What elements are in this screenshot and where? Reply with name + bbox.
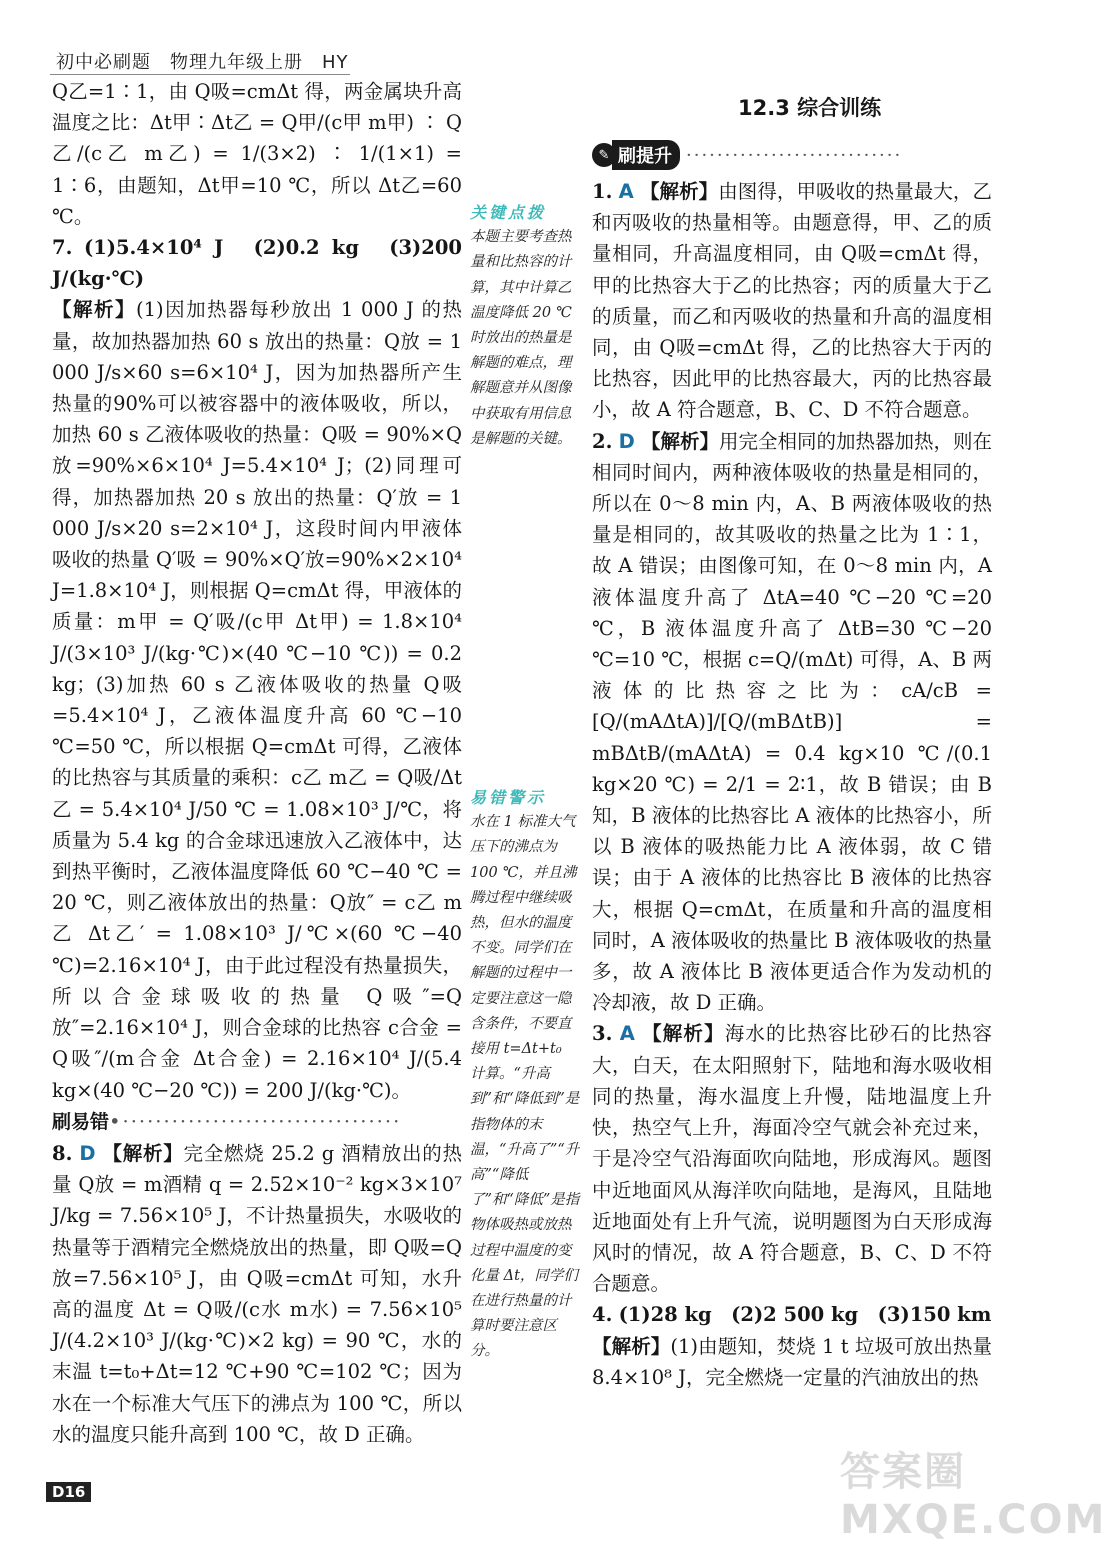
q8-answer: D [79,1141,96,1165]
left-column [52,76,462,1450]
side-note-warning-text: 水在 1 标准大气压下的沸点为 100 ℃，并且沸腾过程中继续吸热，但水的温度不变。同学们在解题的过程中一定要注意这一隐含条件，不要直接用 t=Δt+t₀ 计算。“升高到”和“降低到”是指物体的末温，“升高了”“升高”“降低了”和“降低”是指物体吸热或放热过程中温度的变化量 Δt，同学们在进行热量的计算时要注意区分。 [470,814,580,1360]
side-note-key-point [470,200,580,452]
badge-dots: ···························· [686,144,903,166]
q1-analysis-label: 【解析】 [639,180,719,203]
q7-answer: (1)5.4×10⁴ J (2)0.2 kg (3)200 J/(kg·℃) [52,236,462,291]
q2-analysis-text: 用完全相同的加热器加热，则在相同时间内，两种液体吸收的热量是相同的，所以在 0～8 min 内，A、B 两液体吸收的热量是相同的，故其吸收的热量之比为 1∶1，故 A 错误；由图像可知，在 0～8 min 内，A 液体温度升高了 ΔtA=40 ℃−20 ℃=20 ℃，B 液体温度升高了 ΔtB=30 ℃−20 ℃=10 ℃，根据 c=Q/(mΔt) 可得，A、B 两液体的比热容之比为：cA/cB = [Q/(mAΔtA)]/[Q/(mBΔtB)] = mBΔtB/(mAΔtA) = 0.4 kg×10 ℃/(0.1 kg×20 ℃) = 2/1 = 2∶1，故 B 错误；由 B 知，B 液体的比热容比 A 液体的比热容小，所以 B 液体的吸热能力比 A 液体弱，故 C 错误；由于 A 液体的比热容比 B 液体的比热容大，根据 Q=cmΔt，在质量和升高的温度相同时，A 液体吸收的热量比 B 液体吸收的热量多，故 A 液体比 B 液体更适合作为发动机的冷却液，故 D 正确。 [592,429,992,1015]
q8 [52,1138,462,1450]
q4 [592,1299,992,1393]
q3-analysis-text: 海水的比热容比砂石的比热容大，白天，在太阳照射下，陆地和海水吸收相同的热量，海水温度上升慢，陆地温度上升快，热空气上升，海面冷空气就会补充过来，于是冷空气沿海面吹向陆地，形成海风。题图中近地面风从海洋吹向陆地，是海风，且陆地近地面处有上升气流，说明题图为白天形成海风时的情况，故 A 符合题意，B、C、D 不符合题意。 [592,1022,992,1296]
side-note-key-point-text: 本题主要考查热量和比热容的计算，其中计算乙温度降低 20 ℃ 时放出的热量是解题的难点，理解题意并从图像中获取有用信息是解题的关键。 [470,229,572,447]
q1-analysis-text: 由图得，甲吸收的热量最大，乙和丙吸收的热量相等。由题意得，甲、乙的质量相同，升高温度相同，由 Q吸=cmΔt 得，甲的比热容大于乙的比热容；丙的质量大于乙的质量，而乙和丙吸收的热量和升高的温度相同，由 Q吸=cmΔt 得，乙的比热容大于丙的比热容，因此甲的比热容最大，丙的比热容最小，故 A 符合题意，B、C、D 不符合题意。 [592,180,992,422]
q2-analysis-label: 【解析】 [640,429,719,453]
q4-answer: (1)28 kg (2)2 500 kg (3)150 km [618,1303,992,1327]
q2 [592,426,992,1019]
side-note-warning [470,785,580,1365]
q3-answer: A [619,1022,635,1046]
q2-number: 2. [592,429,613,453]
q1 [592,176,992,426]
q8-analysis-label: 【解析】 [102,1141,184,1165]
q7 [52,232,462,1106]
q4-number: 4. [592,1303,613,1327]
q1-number: 1. [592,180,613,203]
q3-number: 3. [592,1022,613,1046]
q7-number: 7. [52,236,73,260]
q3 [592,1018,992,1299]
right-column [592,176,992,1393]
badge-label: 刷提升 [612,140,680,170]
badge-shua-tisheng [592,140,902,170]
q4-analysis-text: (1)由题知，焚烧 1 t 垃圾可放出热量 8.4×10⁸ J，完全燃烧一定量的汽油放出的热 [592,1334,992,1389]
page-number: D16 [46,1482,91,1502]
q4-analysis-label: 【解析】 [592,1334,671,1358]
section-header-yicuo [52,1106,462,1138]
q8-analysis-text: 完全燃烧 25.2 g 酒精放出的热量 Q放 = m酒精 q = 2.52×10⁻² kg×3×10⁷ J/kg = 7.56×10⁵ J，不计热量损失，水吸收的热量等于酒精完全燃烧放出的热量，即 Q吸=Q放=7.56×10⁵ J，由 Q吸=cmΔt 可知，水升高的温度 Δt = Q吸/(c水 m水) = 7.56×10⁵ J/(4.2×10³ J/(kg·℃)×2 kg) = 90 ℃，水的末温 t=t₀+Δt=12 ℃+90 ℃=102 ℃；因为水在一个标准大气压下的沸点为 100 ℃，所以水的温度只能升高到 100 ℃，故 D 正确。 [52,1141,462,1446]
section-label-yicuo: 刷易错 [52,1110,110,1133]
q7-analysis-text: (1)因加热器每秒放出 1 000 J 的热量，故加热器加热 60 s 放出的热量：Q放 = 1 000 J/s×60 s=6×10⁴ J，因为加热器所产生热量的90%可以被容器中的液体吸收，所以，加热 60 s 乙液体吸收的热量：Q吸 = 90%×Q放=90%×6×10⁴ J=5.4×10⁴ J；(2)同理可得，加热器加热 20 s 放出的热量：Q′放 = 1 000 J/s×20 s=2×10⁴ J，这段时间内甲液体吸收的热量 Q′吸 = 90%×Q′放=90%×2×10⁴ J=1.8×10⁴ J，则根据 Q=cmΔt 得，甲液体的质量：m甲 = Q′吸/(c甲 Δt甲) = 1.8×10⁴ J/(3×10³ J/(kg·℃)×(40 ℃−10 ℃)) = 0.2 kg；(3)加热 60 s 乙液体吸收的热量 Q吸=5.4×10⁴ J，乙液体温度升高 60 ℃−10 ℃=50 ℃，所以根据 Q=cmΔt 可得，乙液体的比热容与其质量的乘积：c乙 m乙 = Q吸/Δt乙 = 5.4×10⁴ J/50 ℃ = 1.08×10³ J/℃，将质量为 5.4 kg 的合金球迅速放入乙液体中，达到热平衡时，乙液体温度降低 60 ℃−40 ℃ = 20 ℃，则乙液体放出的热量：Q放″ = c乙 m乙 Δt乙′ = 1.08×10³ J/℃×(60 ℃−40 ℃)=2.16×10⁴ J，由于此过程没有热量损失，所以合金球吸收的热量 Q吸″=Q放″=2.16×10⁴ J，则合金球的比热容 c合金 = Q吸″/(m合金 Δt合金) = 2.16×10⁴ J/(5.4 kg×(40 ℃−20 ℃)) = 200 J/(kg·℃)。 [52,298,462,1102]
q8-number: 8. [52,1141,73,1165]
section-title: 12.3 综合训练 [738,96,882,120]
q2-answer: D [618,429,635,453]
watermark-logo: 答案圈 MXQE.COM [840,1449,1106,1543]
section-dots: •·································· [109,1109,402,1133]
q1-answer: A [618,180,634,203]
q3-analysis-label: 【解析】 [642,1022,725,1046]
q6-continuation: Q乙=1∶1，由 Q吸=cmΔt 得，两金属块升高温度之比：Δt甲∶Δt乙 = Q甲/(c甲 m甲) ∶ Q乙/(c乙 m乙) = 1/(3×2) ∶ 1/(1×1) = 1∶6，由题知，Δt甲=10 ℃，所以 Δt乙=60 ℃。 [52,80,462,228]
pencil-icon: ✎ [592,143,616,167]
side-note-warning-title: 易错警示 [470,788,547,807]
side-note-key-point-title: 关键点拨 [470,203,547,222]
running-header: 初中必刷题 物理九年级上册 HY [56,52,349,73]
q7-analysis-label: 【解析】 [52,298,137,322]
header-rule [50,74,350,75]
